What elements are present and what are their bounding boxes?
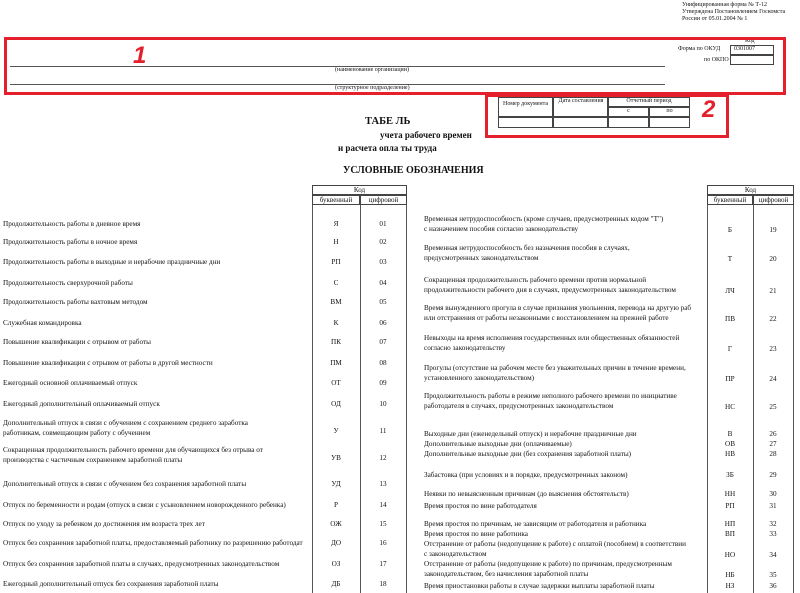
- legend-description: согласно законодательству: [424, 344, 506, 352]
- title-line2: учета рабочего времен: [380, 130, 472, 140]
- legend-letter-code: ПМ: [330, 359, 342, 367]
- kod-label: Код: [745, 38, 755, 44]
- legend-description: производства с частичным сохранением заработной платы: [3, 456, 183, 464]
- legend-description: предусмотренных законодательством: [424, 254, 539, 262]
- legend-description: Повышение квалификации с отрывом от работы: [3, 338, 151, 346]
- doc-number-label: Номер документа: [502, 101, 548, 107]
- legend-digit-code: 16: [379, 539, 387, 547]
- legend-description: работодателя в случаях, предусмотренных законодательством: [424, 402, 614, 410]
- right-col-line-3: [793, 205, 794, 593]
- legend-letter-code: ДБ: [331, 580, 341, 588]
- legend-digit-code: 35: [769, 571, 777, 579]
- legend-digit-code: 22: [769, 315, 777, 323]
- title-line1: ТАБЕ ЛЬ: [365, 116, 411, 127]
- legend-digit-code: 26: [769, 430, 777, 438]
- legend-digit-code: 31: [769, 502, 777, 510]
- form-header: [682, 2, 785, 23]
- legend-digit-code: 06: [379, 319, 387, 327]
- legend-digit-code: 23: [769, 345, 777, 353]
- legend-description: Дополнительный отпуск в связи с обучением с сохранением среднего заработка: [3, 419, 248, 427]
- legend-digit-code: 15: [379, 520, 387, 528]
- legend-letter-code: ОЖ: [330, 520, 342, 528]
- legend-digit-code: 13: [379, 480, 387, 488]
- legend-digit-code: 36: [769, 582, 777, 590]
- legend-description: Время простоя по вине работника: [424, 530, 528, 538]
- legend-description: Выходные дни (еженедельный отпуск) и нерабочие праздничные дни: [424, 430, 637, 438]
- legend-digit-code: 19: [769, 226, 777, 234]
- legend-letter-code: ДО: [330, 539, 342, 547]
- legend-description: Невыходы на время исполнения государственных или общественных обязанностей: [424, 334, 680, 342]
- legend-digit-code: 18: [379, 580, 387, 588]
- legend-letter-code: К: [333, 319, 339, 327]
- legend-digit-code: 11: [379, 427, 387, 435]
- legend-description: Продолжительность работы в дневное время: [3, 220, 141, 228]
- legend-digit-code: 27: [769, 440, 777, 448]
- left-col-line-3: [406, 205, 407, 593]
- legend-description: Отстранение от работы (недопущение к работе) с оплатой (пособием) в соответствии: [424, 540, 686, 548]
- period-label: Отчетный период: [626, 98, 672, 104]
- legend-description: продолжительности рабочего дня в случаях, предусмотренных законодательством: [424, 286, 676, 294]
- legend-letter-code: НВ: [725, 450, 735, 458]
- legend-letter-code: ВМ: [330, 298, 342, 306]
- legend-description: Ежегодный дополнительный оплачиваемый отпуск: [3, 400, 160, 408]
- legend-letter-code: НП: [724, 520, 736, 528]
- legend-digit-code: 17: [379, 560, 387, 568]
- legend-letter-code: В: [727, 430, 733, 438]
- legend-description: Время простоя по вине работодателя: [424, 502, 537, 510]
- legend-letter-code: НН: [724, 490, 736, 498]
- legend-description: Неявки по невыясненным причинам (до выяснения обстоятельств): [424, 490, 629, 498]
- legend-digit-code: 33: [769, 530, 777, 538]
- legend-digit-code: 12: [379, 454, 387, 462]
- legend-letter-code: ЛЧ: [725, 287, 735, 295]
- legend-digit-code: 24: [769, 375, 777, 383]
- legend-description: Дополнительные выходные дни (оплачиваемые): [424, 440, 572, 448]
- legend-digit-code: 03: [379, 258, 387, 266]
- legend-description: Отпуск без сохранения заработной платы в случаях, предусмотренных законодательством: [3, 560, 280, 568]
- legend-letter-code: ВП: [725, 530, 735, 538]
- legend-description: законодательством, без начисления заработной платы: [424, 570, 589, 578]
- legend-letter-code: Н: [333, 238, 339, 246]
- legend-description: Отпуск без сохранения заработной платы, предоставляемый работнику по разрешению работодат: [3, 539, 303, 547]
- legend-letter-code: ОТ: [331, 379, 341, 387]
- legend-digit-code: 10: [379, 400, 387, 408]
- legend-letter-code: Т: [727, 255, 733, 263]
- marker-1: 1: [133, 42, 147, 69]
- legend-description: Продолжительность работы вахтовым методом: [3, 298, 148, 306]
- legend-letter-code: ПК: [331, 338, 341, 346]
- legend-description: установленного законодательством): [424, 374, 535, 382]
- legend-letter-code: РП: [331, 258, 341, 266]
- legend-description: Ежегодный дополнительный отпуск без сохранения заработной платы: [3, 580, 219, 588]
- legend-letter-code: УВ: [331, 454, 341, 462]
- legend-digit-code: 25: [769, 403, 777, 411]
- organization-caption: (наименование организации): [335, 67, 409, 73]
- legend-digit-code: 32: [769, 520, 777, 528]
- legend-letter-code: ПР: [725, 375, 735, 383]
- legend-description: Дополнительные выходные дни (без сохранения заработной платы): [424, 450, 632, 458]
- legend-description: Служебная командировка: [3, 319, 82, 327]
- legend-description: Продолжительность работы в режиме неполного рабочего времени по инициативе: [424, 392, 677, 400]
- legend-letter-code: Г: [727, 345, 733, 353]
- title-line3: и расчета опла ты труда: [338, 143, 437, 153]
- form-header-line3: России от 05.01.2004 № 1: [682, 16, 748, 22]
- left-kod-label: Код: [353, 186, 366, 194]
- legend-letter-code: ОЗ: [331, 560, 341, 568]
- legend-digit-code: 21: [769, 287, 777, 295]
- legend-letter-code: Я: [333, 220, 339, 228]
- legend-letter-code: НБ: [725, 571, 735, 579]
- legend-letter-code: Б: [727, 226, 733, 234]
- legend-description: Ежегодный основной оплачиваемый отпуск: [3, 379, 138, 387]
- legend-description: Повышение квалификации с отрывом от работы в другой местности: [3, 359, 213, 367]
- legend-letter-code: НС: [725, 403, 735, 411]
- right-kod-label: Код: [744, 186, 757, 194]
- legend-digit-code: 01: [379, 220, 387, 228]
- legend-description: Отстранение от работы (недопущение к работе) по причинам, предусмотренным: [424, 560, 672, 568]
- legend-digit-code: 04: [379, 279, 387, 287]
- legend-description: Время приостановки работы в случае задержки выплаты заработной платы: [424, 582, 655, 590]
- legend-digit-code: 34: [769, 551, 777, 559]
- legend-description: Забастовка (при условиях и в порядке, предусмотренных законом): [424, 471, 628, 479]
- legend-digit-code: 20: [769, 255, 777, 263]
- legend-description: Отпуск по беременности и родам (отпуск в связи с усыновлением новорожденного ребенка): [3, 501, 286, 509]
- legend-letter-code: Р: [334, 501, 338, 509]
- legend-letter-code: ПВ: [725, 315, 735, 323]
- legend-digit-code: 02: [379, 238, 387, 246]
- legend-digit-code: 09: [379, 379, 387, 387]
- legend-description: работникам, совмещающим работу с обучением: [3, 429, 151, 437]
- legend-digit-code: 05: [379, 298, 387, 306]
- form-header-line1: Унифицированная форма № Т-12: [682, 2, 768, 8]
- legend-letter-code: ОВ: [725, 440, 735, 448]
- legend-letter-code: ОД: [331, 400, 341, 408]
- legend-letter-code: НО: [724, 551, 736, 559]
- legend-letter-code: НЗ: [725, 582, 735, 590]
- highlight-box-1: [4, 37, 786, 95]
- legend-digit-code: 14: [379, 501, 387, 509]
- date-label: Дата составления: [558, 98, 604, 104]
- legend-digit-code: 28: [769, 450, 777, 458]
- period-from-label: с: [627, 108, 630, 114]
- legend-digit-code: 29: [769, 471, 777, 479]
- legend-description: Временная нетрудоспособность без назначения пособия в случаях,: [424, 244, 630, 252]
- legend-description: или отстранения от работы незаконными с восстановлением на прежней работе: [424, 314, 669, 322]
- period-to-label: по: [666, 108, 673, 114]
- legend-letter-code: У: [333, 427, 339, 435]
- okud-label: Форма по ОКУД: [678, 46, 721, 52]
- unit-caption: (структурное подразделение): [335, 85, 410, 91]
- legend-description: Продолжительность работы в ночное время: [3, 238, 138, 246]
- legend-description: Прогулы (отсутствие на рабочем месте без уважительных причин в течение времени,: [424, 364, 686, 372]
- legend-description: Время вынужденного прогула в случае признания увольнения, перевода на другую раб: [424, 304, 692, 312]
- legend-letter-code: С: [333, 279, 339, 287]
- okud-code: 0301007: [734, 46, 755, 52]
- right-digit-label: цифровой: [758, 196, 789, 204]
- legend-description: Продолжительность сверхурочной работы: [3, 279, 133, 287]
- legend-description: Дополнительный отпуск в связи с обучением без сохранения заработной платы: [3, 480, 247, 488]
- legend-digit-code: 08: [379, 359, 387, 367]
- left-letter-label: буквенный: [319, 196, 353, 204]
- legend-letter-code: УД: [331, 480, 341, 488]
- legend-description: Продолжительность работы в выходные и нерабочие праздничные дни: [3, 258, 221, 266]
- legend-description: Отпуск по уходу за ребенком до достижения им возраста трех лет: [3, 520, 205, 528]
- form-header-line2: Утверждена Постановлением Госкомста: [682, 9, 786, 15]
- legend-digit-code: 30: [769, 490, 777, 498]
- right-letter-label: буквенный: [713, 196, 747, 204]
- left-digit-label: цифровой: [368, 196, 399, 204]
- legend-description: с законодательством: [424, 550, 487, 558]
- legend-digit-code: 07: [379, 338, 387, 346]
- legend-description: Сокращенная продолжительность рабочего времени против нормальной: [424, 276, 647, 284]
- section-title: УСЛОВНЫЕ ОБОЗНАЧЕНИЯ: [343, 165, 484, 176]
- legend-description: Сокращенная продолжительность рабочего времени для обучающихся без отрыва от: [3, 446, 263, 454]
- okpo-label: по ОКПО: [704, 57, 729, 63]
- marker-2: 2: [702, 96, 716, 123]
- legend-description: Время простоя по причинам, не зависящим от работодателя и работника: [424, 520, 647, 528]
- highlight-box-2: [485, 94, 729, 138]
- legend-letter-code: ЗБ: [726, 471, 734, 479]
- legend-description: с назначением пособия согласно законодательству: [424, 225, 579, 233]
- legend-description: Временная нетрудоспособность (кроме случаев, предусмотренных кодом "Т"): [424, 215, 664, 223]
- legend-letter-code: РП: [725, 502, 735, 510]
